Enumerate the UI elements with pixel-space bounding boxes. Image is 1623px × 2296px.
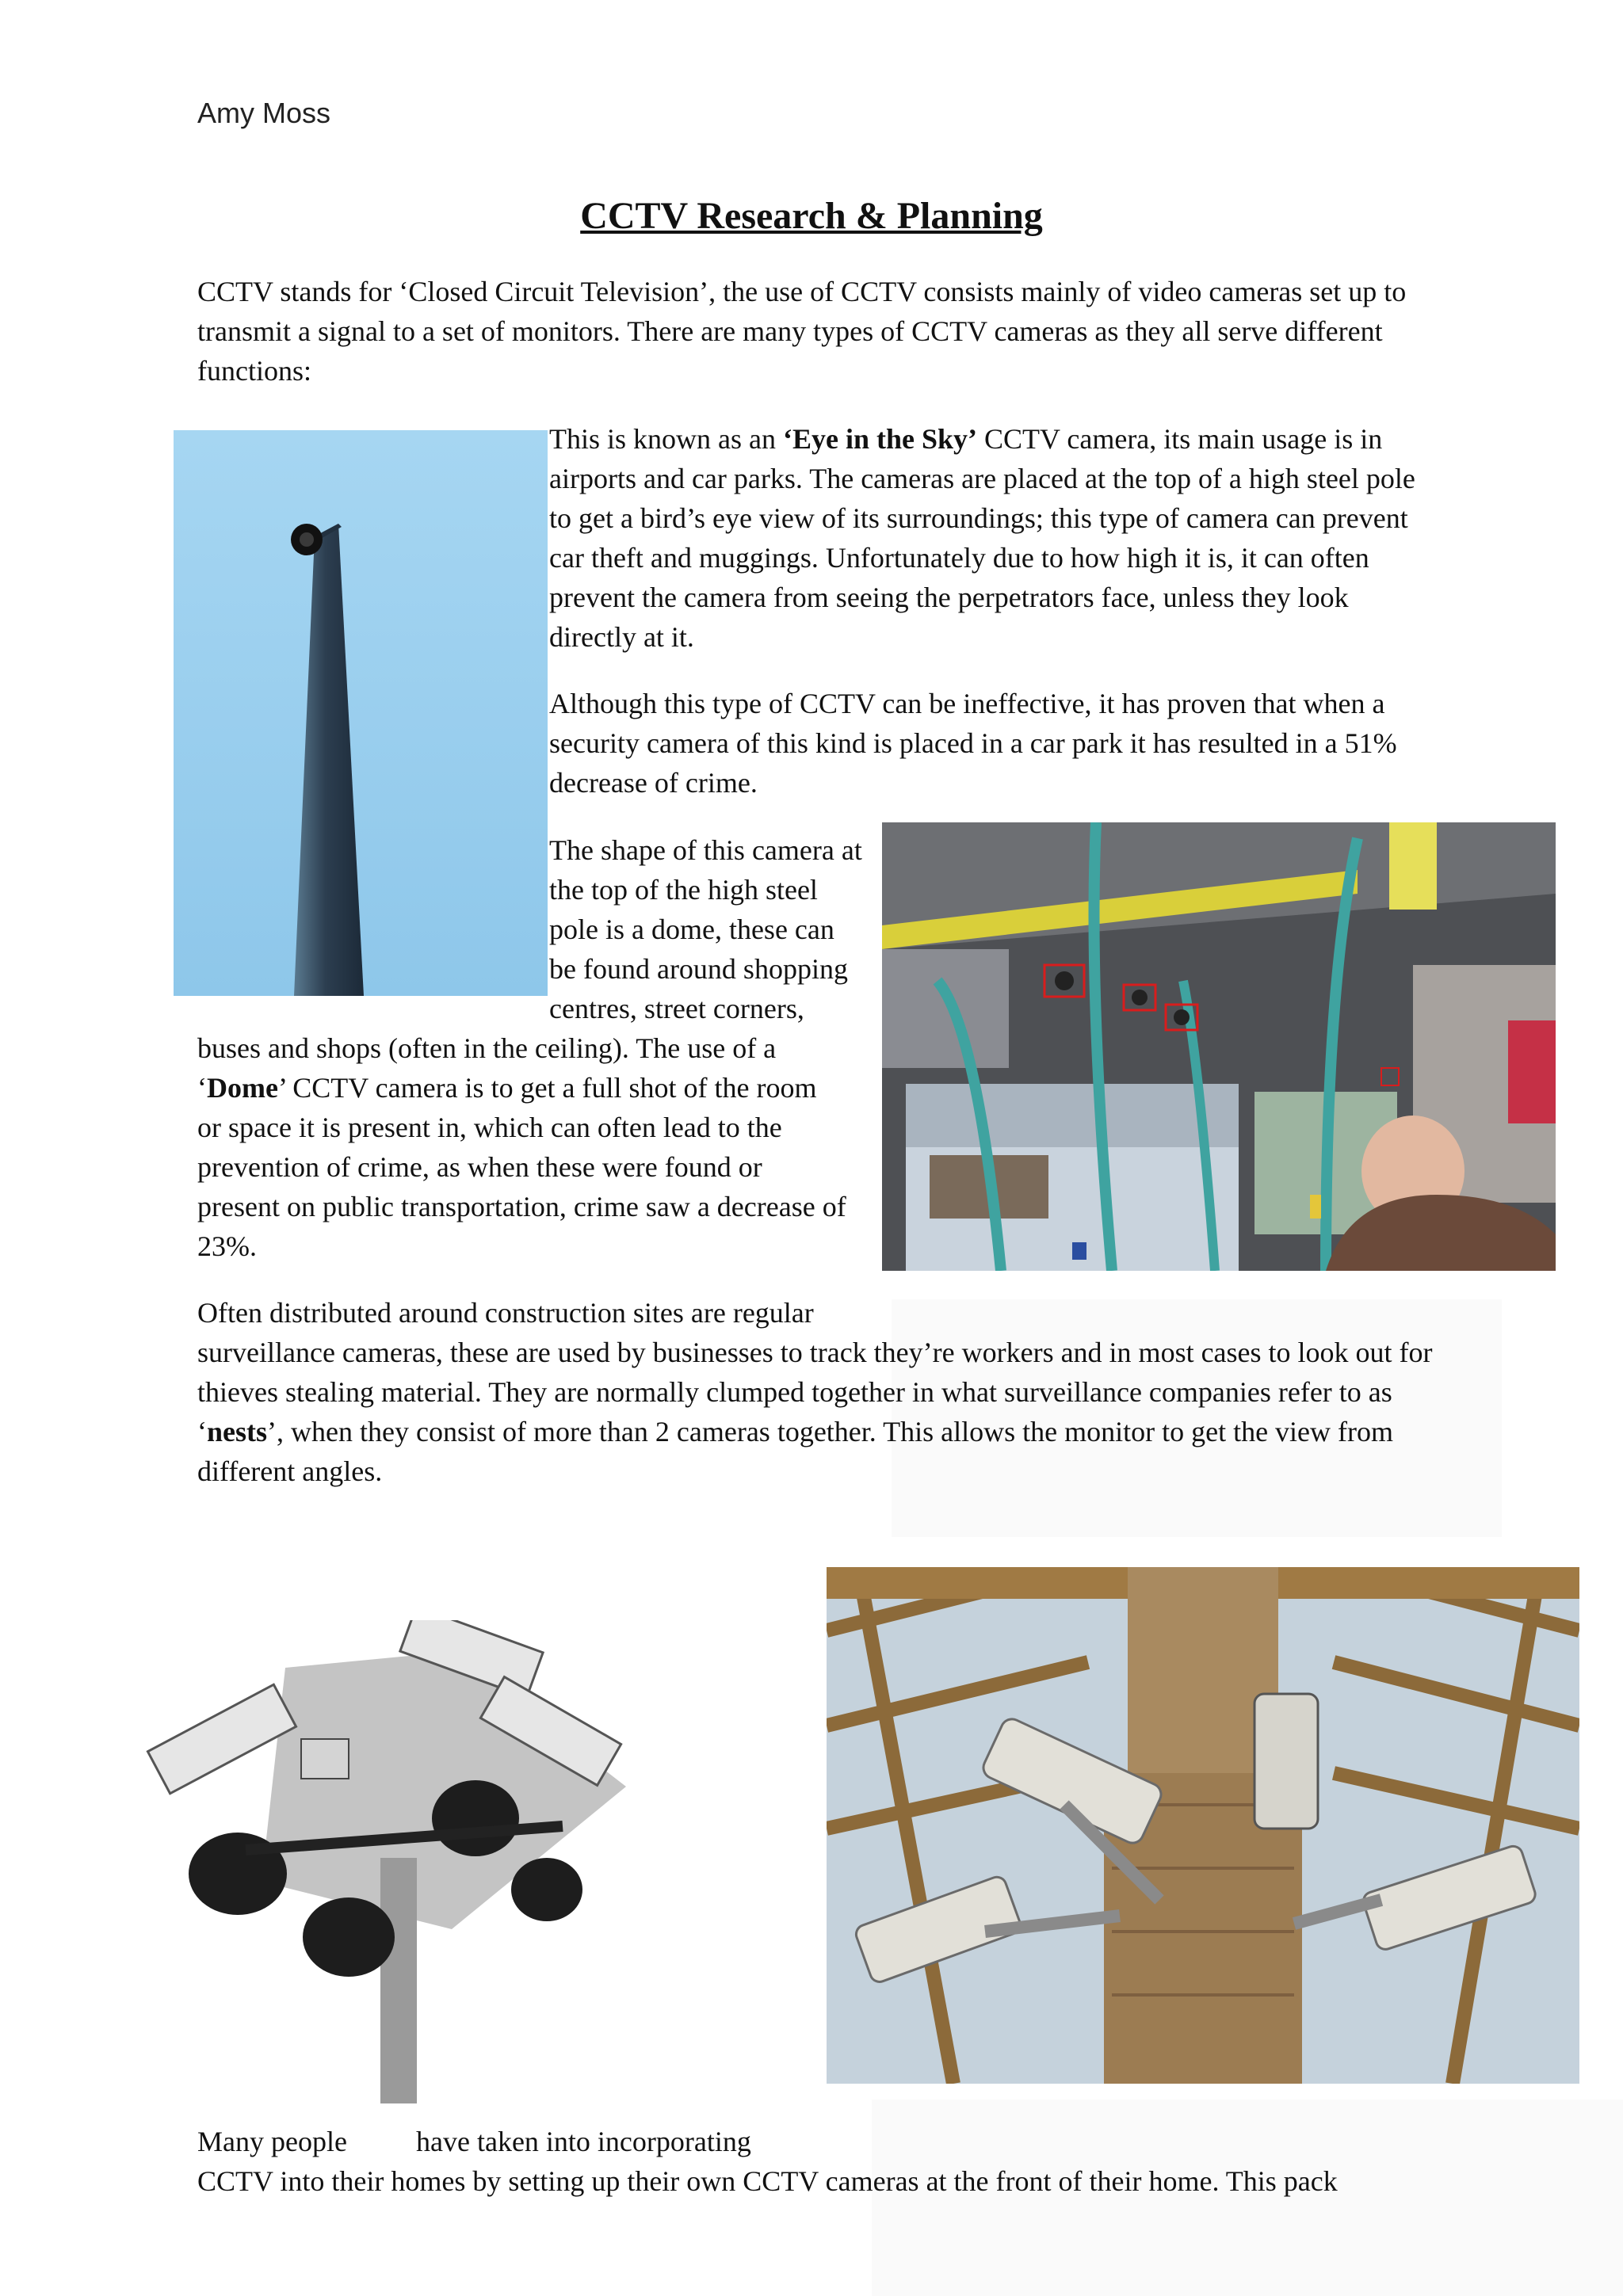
dome-line: buses and shops (often in the ceiling). The use of a xyxy=(197,1032,777,1064)
dome-line: present on public transportation, crime saw a decrease of xyxy=(197,1191,846,1222)
pillar-cameras-photo xyxy=(827,1567,1579,2084)
home-line-part: Many people xyxy=(197,2126,347,2157)
eye-in-the-sky-effectiveness-paragraph: Although this type of CCTV can be ineffective, it has proven that when a security camera of this kind is placed in a car park it has resulted in a 51% decrease of crime. xyxy=(549,688,1397,799)
dome-line: ‘Dome’ CCTV camera is to get a full shot of the room xyxy=(197,1072,817,1104)
dome-line: The shape of this camera at xyxy=(549,834,862,866)
bus-dome-camera-photo xyxy=(882,822,1556,1271)
home-line-part: have taken into incorporating xyxy=(416,2126,751,2157)
author-name: Amy Moss xyxy=(197,97,331,129)
home-line: CCTV into their homes by setting up their own CCTV cameras at the front of their home. This pack xyxy=(197,2165,1338,2197)
camera-nest-photo xyxy=(119,1620,651,2103)
nests-first-line: Often distributed around construction sites are regular xyxy=(197,1297,814,1329)
dome-line: or space it is present in, which can often lead to the xyxy=(197,1112,782,1143)
nests-paragraph: surveillance cameras, these are used by businesses to track they’re workers and in most cases to look out for thieves stealing material. They are normally clumped together in what surveillance companies refer to as ‘nests’, when they consist of more than 2 cameras together. This allows the monitor to get the view from different angles. xyxy=(197,1337,1433,1487)
dome-line: pole is a dome, these can xyxy=(549,913,834,945)
dome-line: centres, street corners, xyxy=(549,993,804,1024)
dome-line: 23%. xyxy=(197,1230,257,1262)
eye-in-the-sky-paragraph: This is known as an ‘Eye in the Sky’ CCTV camera, its main usage is in airports and car parks. The cameras are placed at the top of a high steel pole to get a bird’s eye view of its surroundings; this type of camera can prevent car theft and muggings. Unfortunately due to how high it is, it can often prevent the camera from seeing the perpetrators face, unless they look directly at it. xyxy=(549,423,1415,653)
intro-paragraph: CCTV stands for ‘Closed Circuit Television’, the use of CCTV consists mainly of video cameras set up to transmit a signal to a set of monitors. There are many types of CCTV cameras as they all serve different functions: xyxy=(197,276,1407,387)
page-title: CCTV Research & Planning xyxy=(580,195,1043,237)
dome-line: the top of the high steel xyxy=(549,874,818,906)
dome-line: be found around shopping xyxy=(549,953,848,985)
eye-in-the-sky-photo xyxy=(174,430,548,996)
dome-line: prevention of crime, as when these were found or xyxy=(197,1151,762,1183)
